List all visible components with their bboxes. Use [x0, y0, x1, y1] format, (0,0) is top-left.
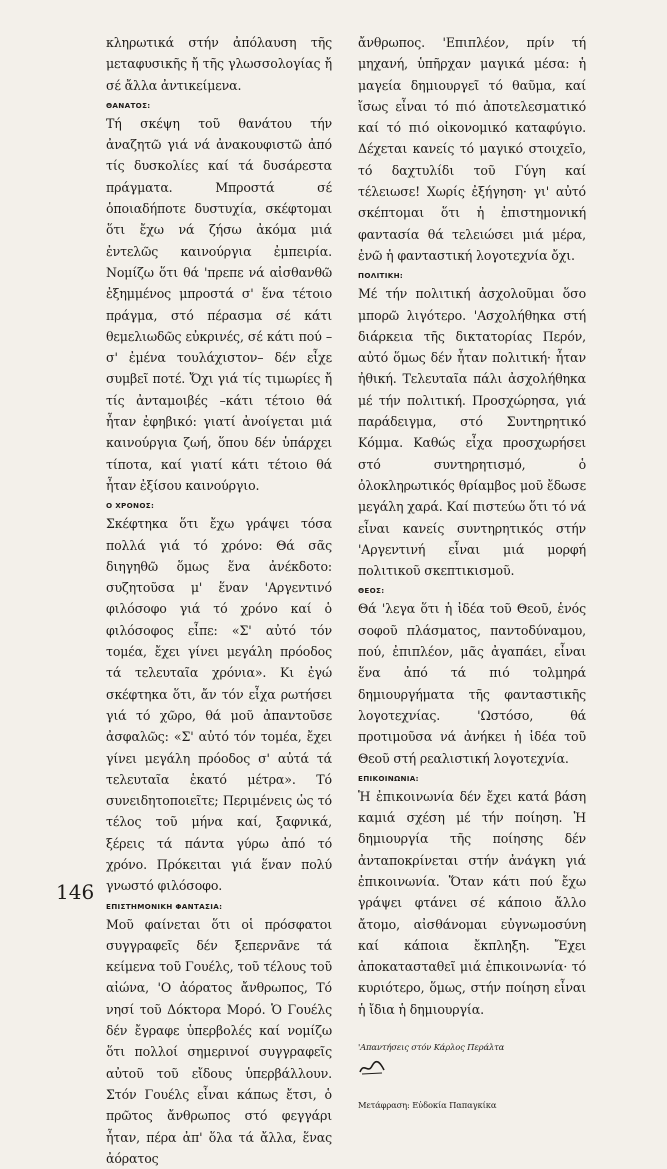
paragraph: ἄνθρωπος. 'Επιπλέον, πρίν τή μηχανή, ὑπῆρχαν μαγικά μέσα: ἡ μαγεία δημιουργεῖ τό θαῦμα, καί ἴσως εἶναι τό πιό ἀποτελεσματικό καί τό πιό οἰκονομικό καταφύγιο. Δέχεται κανείς τό μαγικό στοιχεῖο, τό δαχτυλίδι τοῦ Γύγη καί τέλειωσε! Χωρίς ἐξήγηση· γι' αὐτό σκέπτομαι ὅτι ἡ ἐπιστημονική φαντασία θά τελειώσει μιά μέρα, ἐνῶ ἡ φανταστική λογοτεχνία ὄχι.: [358, 35, 586, 263]
left-column: [106, 32, 332, 1169]
section-heading-communication: ΕΠΙΚΟΙΝΩΝΙΑ:: [358, 773, 419, 783]
decorative-flourish-icon: [358, 1060, 386, 1076]
paragraph-science-fiction: Μοῦ φαίνεται ὅτι οἱ πρόσφατοι συγγραφεῖς δέν ξεπερνᾶνε τά κείμενα τοῦ Γουέλς, τοῦ τέλους τοῦ αἰώνα, 'Ο ἀόρατος ἄνθρωπος, Τό νησί τοῦ Δόκτορα Μορό. Ὁ Γουέλς δέν ἔγραφε ὑπερβολές καί νομίζω ὅτι πολλοί σημερινοί συγγραφεῖς αὐτοῦ τοῦ εἴδους ὑπερβάλλουν. Στόν Γουέλς εἶναι κάπως ἔτσι, ὁ πρῶτος ἄνθρωπος στό φεγγάρι ἦταν, πέρα ἀπ' ὅλα τά ἄλλα, ἕνας ἀόρατος: [106, 916, 332, 1166]
paragraph-time: Σκέφτηκα ὅτι ἔχω γράψει τόσα πολλά γιά τό χρόνο: Θά σᾶς διηγηθῶ ὅμως ἕνα ἀνέκδοτο: συζητοῦσα μ' ἕναν 'Αργεντινό φιλόσοφο γιά τό χρόνο καί ὁ φιλόσοφος εἶπε: «Σ' αὐτό τόν τομέα, ἔχει γίνει μεγάλη πρόοδος τά τελευταῖα χρόνια». Κι ἐγώ σκέφτηκα ὅτι, ἄν τόν εἶχα ρωτήσει γιά τό χῶρο, θά μοῦ ἀπαντοῦσε ἀσφαλῶς: «Σ' αὐτό τόν τομέα, ἔχει γίνει μεγάλη πρόοδος σ' αὐτά τά τελευταῖα ἑκατό μέτρα». Τό συνειδητοποιεῖτε; Περιμένεις ὡς τό τέλος τοῦ μήνα καί, ξαφνικά, ξέρεις τά πάντα γύρω ἀπό τό χρόνο. Πρόκειται γιά ἕναν πολύ γνωστό φιλόσοφο.: [106, 516, 332, 894]
section-heading-time: Ο ΧΡΟΝΟΣ:: [106, 501, 155, 511]
page-number: 146: [56, 880, 95, 904]
paragraph-communication: Ἡ ἐπικοινωνία δέν ἔχει κατά βάση καμιά σχέση μέ τήν ποίηση. Ἡ δημιουργία τῆς ποίησης δέν ἀνταποκρίνεται στήν ἀνάγκη γιά ἐπικοινωνία. Ὅταν κάτι πού ἔχω γράψει φτάνει σέ κάποιο ἄλλο ἄτομο, αἰσθάνομαι εὐγνωμοσύνη καί κάποια ἔκπληξη. Ἔχει ἀποκατασταθεῖ μιά ἐπικοινωνία· τό κυριότερο, ὅμως, στήν ποίηση εἶναι ἡ ἴδια ἡ δημιουργία.: [358, 788, 586, 1017]
paragraph-death: Τή σκέψη τοῦ θανάτου τήν ἀναζητῶ γιά νά ἀνακουφιστῶ ἀπό τίς δυσκολίες καί τά δυσάρεστα πράγματα. Μπροστά σέ ὁποιαδήποτε δυστυχία, σκέφτομαι ὅτι ἔχω νά ζήσω ἀκόμα μιά ἐντελῶς καινούργια ἐμπειρία. Νομίζω ὅτι θά 'πρεπε νά αἰσθανθῶ ἐξημμένος μπροστά σ' ἕνα τέτοιο πράγμα, στό πέρασμα σέ κάτι θεμελιωδῶς εὐκρινές, σέ κάτι πού –σ' ἐμένα τουλάχιστον– δέν εἶχε συμβεῖ ποτέ. Ὄχι γιά τίς τιμωρίες ἤ τίς ἀνταμοιβές –κάτι τέτοιο θά ἦταν ἐφηβικό: γιατί ἀνοίγεται μιά καινούργια ζωή, ὅπου δέν ὑπάρχει τίποτα, καί γιατί κάτι τέτοιο θά ἦταν ἐξίσου καινούργιο.: [106, 115, 332, 493]
section-heading-politics: ΠΟΛΙΤΙΚΗ:: [358, 271, 404, 281]
paragraph-god: Θά 'λεγα ὅτι ἡ ἰδέα τοῦ Θεοῦ, ἑνός σοφοῦ πλάσματος, παντοδύναμου, πού, ἐπιπλέον, μᾶς ἀγαπάει, εἶναι ἕνα ἀπό τά πιό τολμηρά δημιουργήματα τῆς φανταστικῆς λογοτεχνίας. 'Ωστόσο, θά προτιμοῦσα νά ἀνήκει ἡ ἰδέα τοῦ Θεοῦ στή ρεαλιστική λογοτεχνία.: [358, 601, 586, 766]
interview-credit: 'Απαντήσεις στόν Κάρλος Περάλτα: [358, 1042, 505, 1053]
paragraph: κληρωτικά στήν ἀπόλαυση τῆς μεταφυσικῆς ἤ τῆς γλωσσολογίας ἤ σέ ἄλλα ἀντικείμενα.: [106, 35, 332, 93]
paragraph-politics: Μέ τήν πολιτική ἀσχολοῦμαι ὅσο μπορῶ λιγότερο. 'Ασχολήθηκα στή διάρκεια τῆς δικτατορίας Περόν, αὐτό ὅμως δέν ἦταν πολιτική· ἦταν ἠθική. Τελευταῖα πάλι ἀσχολήθηκα μέ τήν πολιτική. Προσχώρησα, γιά παράδειγμα, στό Συντηρητικό Κόμμα. Καθώς εἶχα προσχωρήσει στό συντηρητισμό, ὁ ὀλοκληρωτικός θρίαμβος μοῦ ἔδωσε μεγάλη χαρά. Καί πιστεύω ὅτι τό νά εἶναι κανείς συντηρητικός στήν 'Αργεντινή εἶναι μιά μορφή πολιτικοῦ σκεπτικισμοῦ.: [358, 286, 586, 579]
section-heading-science-fiction: ΕΠΙΣΤΗΜΟΝΙΚΗ ΦΑΝΤΑΣΙΑ:: [106, 901, 223, 911]
translator-credit: Μετάφραση: Εὐδοκία Παπαγκίκα: [358, 1100, 497, 1111]
right-column: [358, 32, 586, 1112]
section-heading-death: ΘΑΝΑΤΟΣ:: [106, 100, 151, 110]
section-heading-god: ΘΕΟΣ:: [358, 586, 385, 596]
